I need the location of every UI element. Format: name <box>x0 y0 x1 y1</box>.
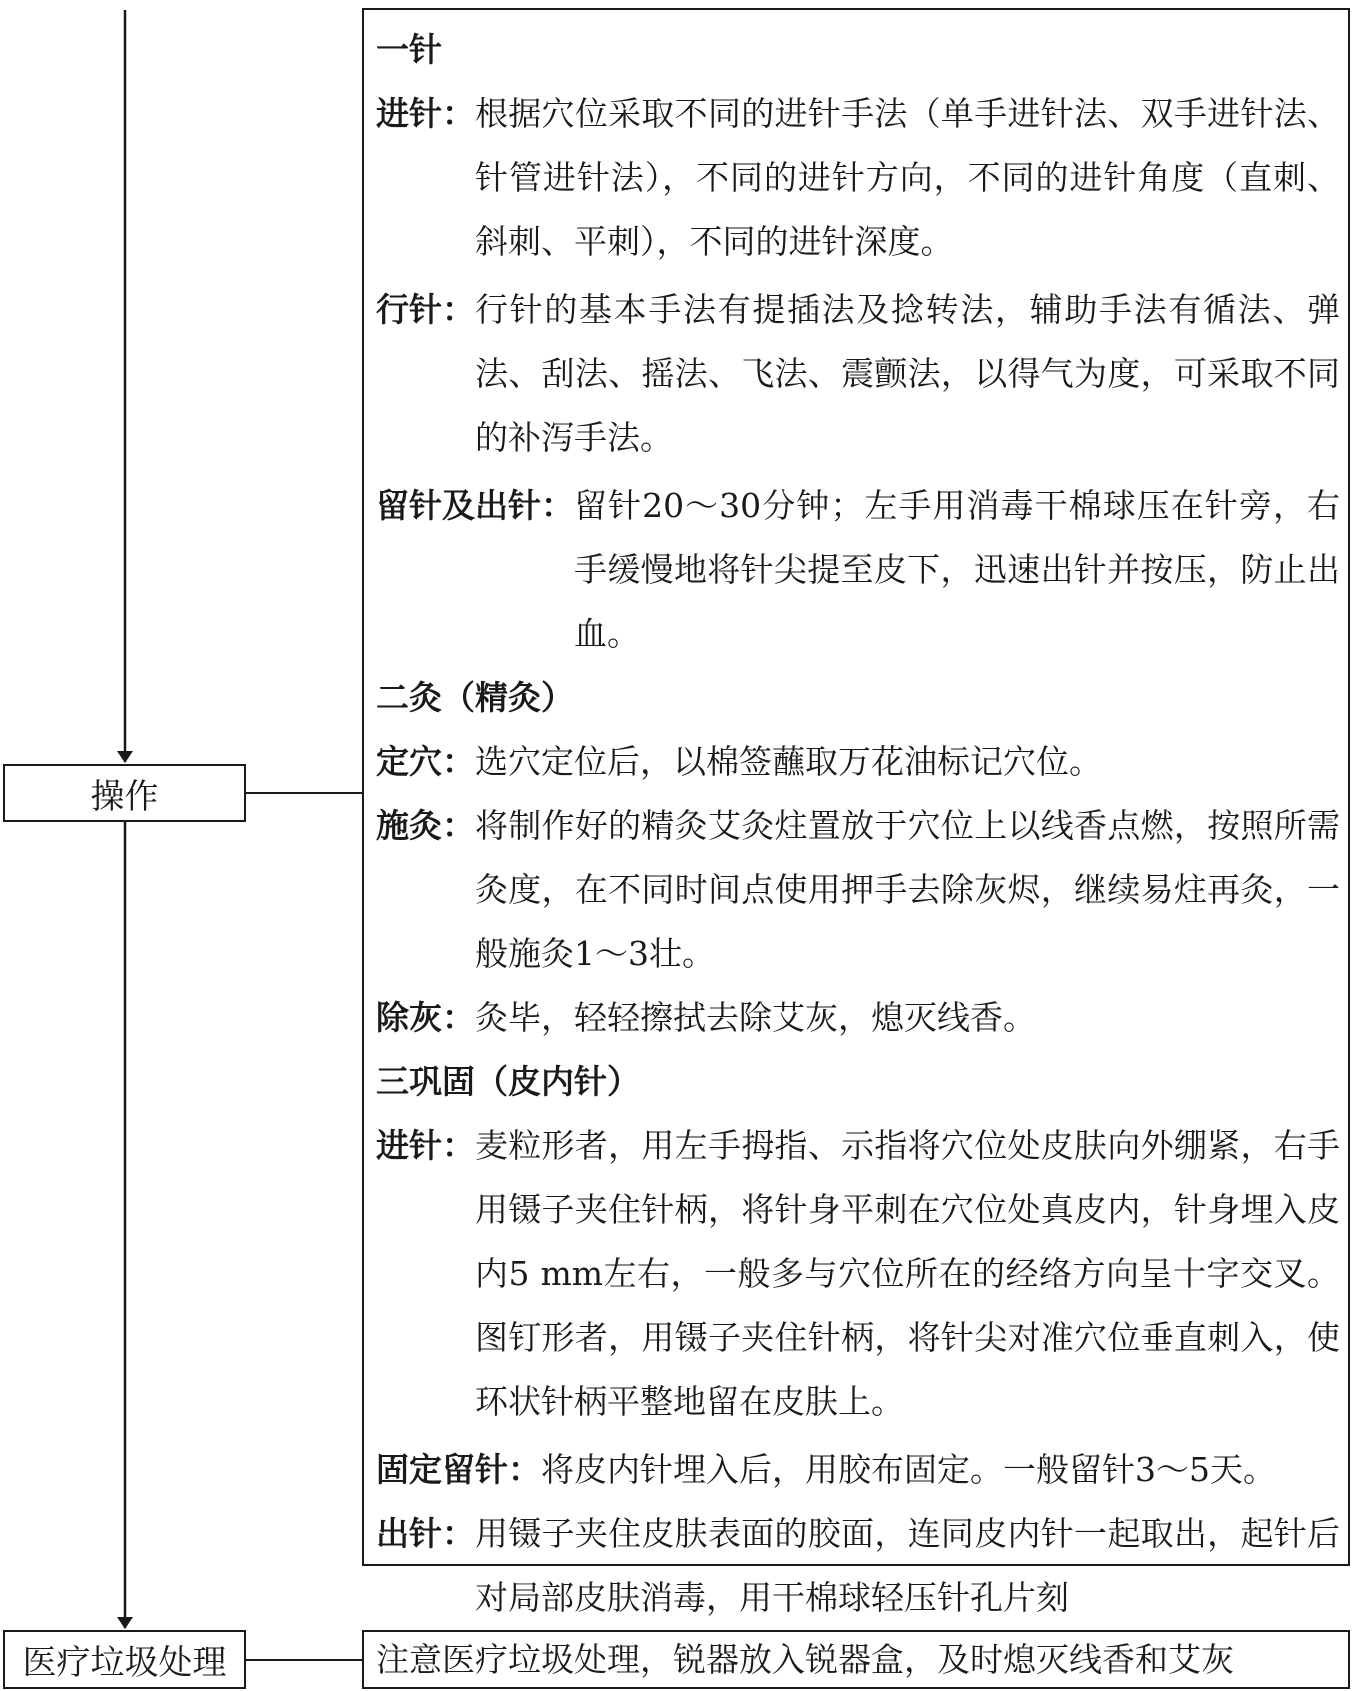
entry-label: 行针： <box>376 290 475 329</box>
section-heading: 一针 <box>376 30 442 69</box>
detail-entry <box>376 82 1340 274</box>
detail-entry <box>376 1438 1340 1502</box>
entry-text: 麦粒形者，用左手拇指、示指将穴位处皮肤向外绷紧，右手用镊子夹住针柄，将针身平刺在穴位处真皮内，针身埋入皮内5 mm左右，一般多与穴位所在的经络方向呈十字交叉。图钉形者，用镊子夹住针柄，将针尖对准穴位垂直刺入，使环状针柄平整地留在皮肤上。 <box>475 1126 1340 1421</box>
entry-label: 施灸： <box>376 806 475 845</box>
detail-entry <box>376 474 1340 666</box>
entry-text: 灸毕，轻轻擦拭去除艾灰，熄灭线香。 <box>475 998 1036 1037</box>
entry-text: 选穴定位后，以棉签蘸取万花油标记穴位。 <box>475 742 1102 781</box>
entry-label: 除灰： <box>376 998 475 1037</box>
entry-label: 固定留针： <box>376 1450 541 1489</box>
entry-label: 留针及出针： <box>376 486 574 525</box>
waste-label: 医疗垃圾处理 <box>22 1643 227 1683</box>
entry-label: 出针： <box>376 1514 475 1553</box>
entry-text: 行针的基本手法有提插法及捻转法，辅助手法有循法、弹法、刮法、摇法、飞法、震颤法，以得气为度，可采取不同的补泻手法。 <box>475 290 1340 457</box>
section-heading: 二灸（精灸） <box>376 678 574 717</box>
waste-note-box <box>362 1630 1350 1689</box>
operation-node <box>3 764 246 822</box>
waste-note-text: 注意医疗垃圾处理，锐器放入锐器盒，及时熄灭线香和艾灰 <box>376 1640 1234 1679</box>
entry-text: 留针20～30分钟；左手用消毒干棉球压在针旁，右手缓慢地将针尖提至皮下，迅速出针并按压，防止出血。 <box>574 486 1340 653</box>
entry-label: 进针： <box>376 1126 475 1165</box>
detail-entry <box>376 730 1340 794</box>
entry-text: 用镊子夹住皮肤表面的胶面，连同皮内针一起取出，起针后对局部皮肤消毒，用干棉球轻压针孔片刻 <box>475 1514 1340 1617</box>
detail-entry <box>376 278 1340 470</box>
entry-text: 根据穴位采取不同的进针手法（单手进针法、双手进针法、针管进针法），不同的进针方向，不同的进针角度（直刺、斜刺、平刺），不同的进针深度。 <box>475 94 1340 261</box>
entry-text: 将皮内针埋入后，用胶布固定。一般留针3～5天。 <box>541 1450 1276 1489</box>
detail-entry <box>376 986 1340 1050</box>
operation-details-box <box>362 8 1350 1617</box>
entry-label: 定穴： <box>376 742 475 781</box>
detail-entry <box>376 1114 1340 1434</box>
entry-label: 进针： <box>376 94 475 133</box>
detail-entry <box>376 794 1340 986</box>
operation-label: 操作 <box>90 776 159 817</box>
section-heading: 三巩固（皮内针） <box>376 1062 640 1101</box>
waste-node <box>3 1630 246 1689</box>
detail-entry <box>376 1502 1340 1630</box>
entry-text: 将制作好的精灸艾灸炷置放于穴位上以线香点燃，按照所需灸度，在不同时间点使用押手去除灰烬，继续易炷再灸，一般施灸1～3壮。 <box>475 806 1340 973</box>
